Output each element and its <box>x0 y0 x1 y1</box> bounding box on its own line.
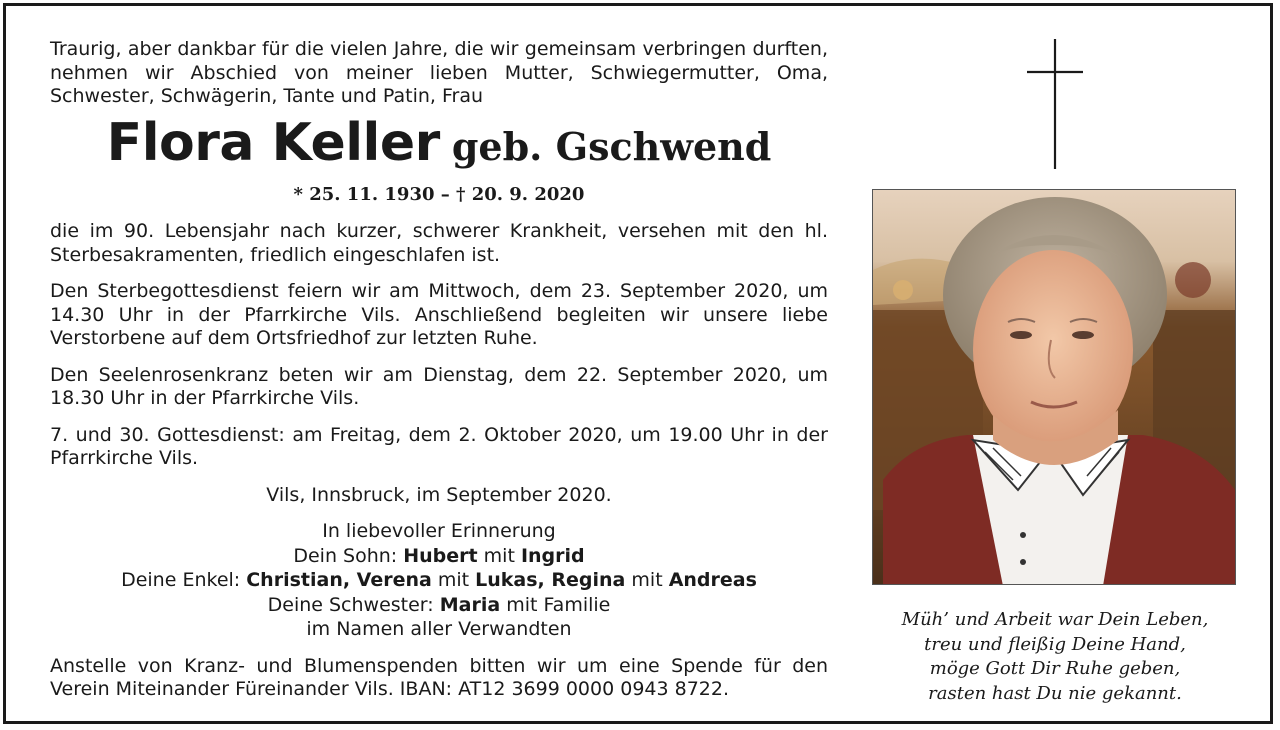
masses-text: 7. und 30. Gottesdienst: am Freitag, dem 2. Oktober 2020, um 19.00 Uhr in der Pfarrkirche Vils. <box>50 423 828 469</box>
funeral-text: Den Sterbegottesdienst feiern wir am Mittwoch, dem 23. September 2020, um 14.30 Uhr in der Pfarrkirche Vils. Anschließend begleiten wir unsere liebe Verstorbene auf dem Ortsfriedhof zur letzten Ruhe. <box>50 280 828 349</box>
life-dates: * 25. 11. 1930 – † 20. 9. 2020 <box>293 183 585 205</box>
place-date: Vils, Innsbruck, im September 2020. <box>266 483 612 506</box>
verse-line: treu und fleißig Deine Hand, <box>924 633 1186 655</box>
signer-sister: Deine Schwester: Maria mit Familie <box>267 593 611 616</box>
donation-text: Anstelle von Kranz- und Blumenspenden bitten wir um eine Spende für den Verein Miteinander Füreinander Vils. IBAN: AT12 3699 0000 0943 8722. <box>50 654 828 700</box>
maiden-name: geb. Gschwend <box>451 123 772 169</box>
deceased-name: Flora Keller <box>106 112 440 173</box>
rosary-text: Den Seelenrosenkranz beten wir am Dienstag, dem 22. September 2020, um 18.30 Uhr in der Pfarrkirche Vils. <box>50 363 828 409</box>
intro-text: Traurig, aber dankbar für die vielen Jahre, die wir gemeinsam verbringen durften, nehmen wir Abschied von meiner lieben Mutter, Schwiegermutter, Oma, Schwester, Schwägerin, Tante und Patin, Frau <box>50 38 828 107</box>
cross-icon <box>1027 39 1083 169</box>
signer-son: Dein Sohn: Hubert mit Ingrid <box>293 544 585 567</box>
signer-relatives: im Namen aller Verwandten <box>306 618 572 640</box>
obituary-frame <box>3 3 1273 724</box>
signers-heading: In liebevoller Erinnerung <box>322 520 556 542</box>
portrait-photo <box>872 189 1236 585</box>
verse-line: rasten hast Du nie gekannt. <box>928 682 1182 704</box>
passing-text: die im 90. Lebensjahr nach kurzer, schwerer Krankheit, versehen mit den hl. Sterbesakramenten, friedlich eingeschlafen ist. <box>50 220 828 266</box>
verse-line: Müh’ und Arbeit war Dein Leben, <box>901 609 1209 630</box>
signers-block <box>50 519 828 642</box>
signer-grandchildren: Deine Enkel: Christian, Verena mit Lukas, Regina mit Andreas <box>121 569 757 591</box>
obituary-text-column <box>50 38 828 702</box>
verse-line: möge Gott Dir Ruhe geben, <box>929 658 1181 679</box>
deceased-name-line <box>50 112 828 173</box>
memorial-verse <box>872 608 1238 706</box>
